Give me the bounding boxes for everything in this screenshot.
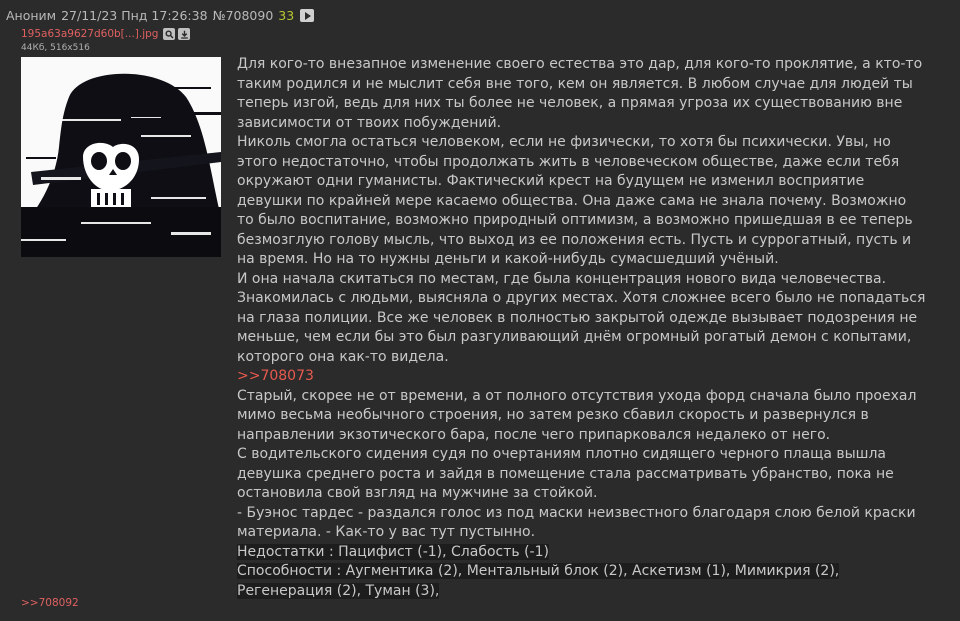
post-image[interactable] — [21, 57, 221, 257]
weaknesses-line: Недостатки : Пацифист (-1), Слабость (-1) — [237, 543, 549, 560]
post-count: 33 — [278, 7, 295, 23]
hooded-skull-figure-image — [21, 57, 221, 257]
post-date: 27/11/23 Пнд 17:26:38 — [61, 7, 208, 23]
file-meta: 44Кб, 516x516 — [21, 43, 90, 53]
file-line — [21, 27, 193, 41]
play-icon[interactable] — [300, 9, 314, 22]
poster-name: Аноним — [6, 7, 57, 23]
post-header — [6, 6, 319, 24]
reply-link[interactable]: >>708073 — [237, 368, 314, 384]
post-number[interactable]: №708090 — [212, 7, 274, 23]
magnifier-icon[interactable] — [163, 28, 175, 40]
post-paragraph: - Буэнос тардес - раздался голос из под маски неизвестного благодаря слою белой краски материала. - Как-то у вас тут пустынно. — [237, 504, 916, 540]
post-paragraph: Для кого-то внезапное изменение своего естества это дар, для кого-то проклятие, а кто-то таким родился и не мыслит себя вне того, кем он является. В любом случае для людей ты теперь изгой, ведь для них ты более не человек, а прямая угроза их существованию вне зависимости от твоих побуждений. — [237, 56, 923, 131]
download-icon[interactable] — [178, 28, 190, 40]
file-link[interactable]: 195a63a9627d60b[...].jpg — [21, 28, 159, 40]
post-paragraph: Старый, скорее не от времени, а от полного отсутствия ухода форд сначала было проехал мимо весьма необычного строения, но затем резко сбавил скорость и развернулся в направлении экзотического бара, после чего припарковался недалеко от него. — [237, 387, 917, 443]
footer-reply-link[interactable]: >>708092 — [21, 597, 79, 609]
post-body — [237, 55, 927, 601]
abilities-line: Способности : Аугментика (2), Ментальный блок (2), Аскетизм (1), Мимикрия (2), Регенерация (2), Туман (3), — [237, 563, 840, 599]
post-paragraph: Николь смогла остаться человеком, если не физически, то хотя бы психически. Увы, но этого недостаточно, чтобы продолжать жить в человеческом обществе, даже если тебя окружают одни гуманисты. Фактический крест на будущем не изменил восприятие девушки по крайней мере касаемо общества. Она даже сама не знала почему. Возможно то было воспитание, возможно природный оптимизм, а возможно пришедшая в ее теперь безмозглую голову мысль, что выход из ее положения есть. Пусть и суррогатный, пусть и на время. Но на то нужны деньги и какой-нибудь сумасшедший учёный. — [237, 134, 913, 267]
post-paragraph: С водительского сидения судя по очертаниям плотно сидящего черного плаща вышла девушка среднего роста и зайдя в помещение стала рассматривать убранство, пока не остановила свой взгляд на мужчине за стойкой. — [237, 446, 894, 501]
post-paragraph: И она начала скитаться по местам, где была концентрация нового вида человечества. Знакомилась с людьми, выясняла о других местах. Хотя сложнее всего было не попадаться на глаза полиции. Все же человек в полностью закрытой одежде вызывает подозрения не меньше, чем если бы это был разгуливающий днём огромный рогатый демон с копытами, которого она как-то видела. — [237, 270, 926, 365]
